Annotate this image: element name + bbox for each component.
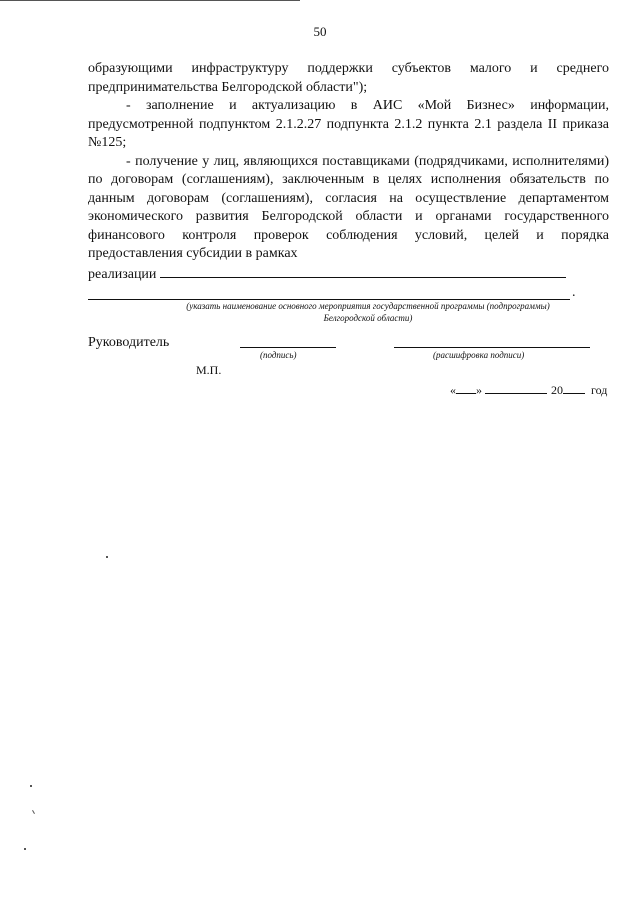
program-name-hint: (указать наименование основного мероприятия государственной программы (подпрограммы) Белгородской области) xyxy=(186,301,550,323)
paragraph-consent: - получение у лиц, являющихся поставщиками (подрядчиками, исполнителями) по договорам (соглашениям), заключенным в целях исполнения обязательств по данным договорам (соглашениям), согласия на осуществление департаментом экономического развития Белгородской области и органами государственного финансового контроля проверок соблюдения условий, целей и порядка предоставления субсидии в рамках xyxy=(88,153,609,261)
paragraph-continuation: образующими инфраструктуру поддержки субъектов малого и среднего предпринимательства Белгородской области"); xyxy=(88,61,609,95)
paragraph-ais: - заполнение и актуализацию в АИС «Мой Бизнес» информации, предусмотренной подпунктом 2.1.2.27 подпункта 2.1.2 пункта 2.1 раздела II приказа №125; xyxy=(88,98,609,150)
realization-row xyxy=(88,264,609,285)
date-year-prefix: 20 xyxy=(551,383,563,397)
realization-fill-line[interactable] xyxy=(160,264,566,278)
signature-block xyxy=(88,335,609,415)
date-month-field[interactable] xyxy=(485,383,547,394)
page-number: 50 xyxy=(313,24,327,39)
date-row xyxy=(450,383,607,398)
date-close-quote: » xyxy=(476,383,482,397)
scan-speck xyxy=(32,810,35,814)
signature-caption: (подпись) xyxy=(260,350,297,360)
signature-decode-line[interactable] xyxy=(394,347,590,348)
scan-speck xyxy=(30,785,32,787)
date-year-suffix: год xyxy=(591,383,608,397)
program-name-line[interactable] xyxy=(88,287,570,300)
header-rule xyxy=(0,0,300,1)
scan-speck xyxy=(106,556,108,558)
stamp-label: М.П. xyxy=(196,363,222,377)
realization-label: реализации xyxy=(88,266,157,282)
date-open-quote: « xyxy=(450,383,456,397)
line-end-mark: . xyxy=(572,285,576,300)
document-body xyxy=(88,60,609,324)
head-label: Руководитель xyxy=(88,335,170,350)
signature-line[interactable] xyxy=(240,347,336,348)
date-year-field[interactable] xyxy=(563,383,585,394)
date-day-field[interactable] xyxy=(456,383,476,394)
program-name-row xyxy=(88,286,609,300)
scan-speck xyxy=(24,848,26,850)
signature-decode-caption: (расшифровка подписи) xyxy=(433,350,525,360)
